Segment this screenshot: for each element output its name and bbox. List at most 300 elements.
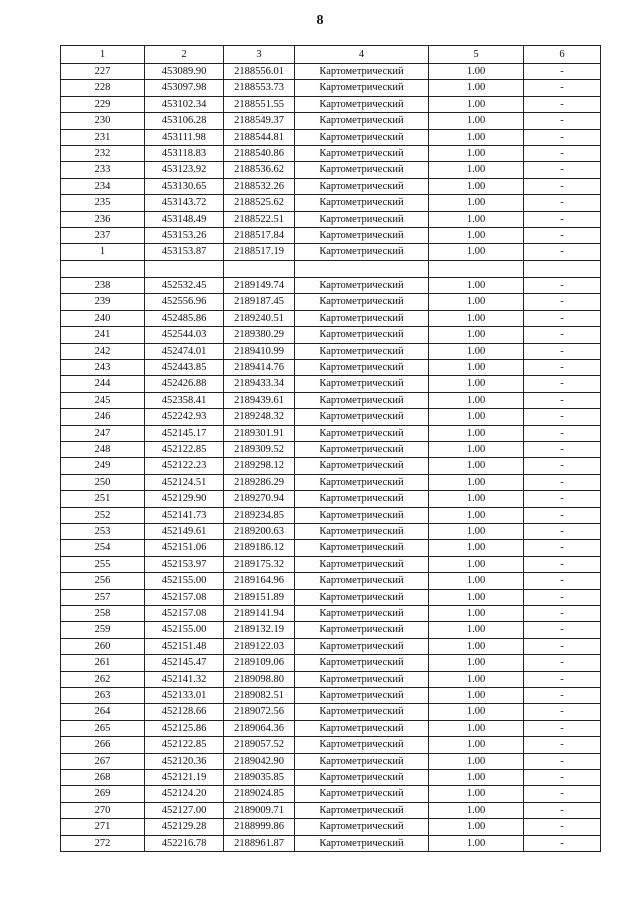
table-cell: Картометрический xyxy=(295,244,429,260)
table-cell: 1.00 xyxy=(429,425,524,441)
table-cell: 1.00 xyxy=(429,409,524,425)
table-cell: - xyxy=(524,294,601,310)
table-cell: 452129.90 xyxy=(145,491,224,507)
table-row xyxy=(61,835,601,851)
empty-cell xyxy=(145,260,224,277)
table-cell: 1.00 xyxy=(429,671,524,687)
table-cell: 2188549.37 xyxy=(224,113,295,129)
table-cell: 241 xyxy=(61,327,145,343)
table-cell: 237 xyxy=(61,228,145,244)
table-cell: 247 xyxy=(61,425,145,441)
table-cell: 1.00 xyxy=(429,195,524,211)
table-cell: 2189082.51 xyxy=(224,688,295,704)
table-cell: 239 xyxy=(61,294,145,310)
table-cell: 452474.01 xyxy=(145,343,224,359)
table-cell: - xyxy=(524,802,601,818)
table-cell: 2189151.89 xyxy=(224,589,295,605)
table-cell: 250 xyxy=(61,474,145,490)
table-cell: 453123.92 xyxy=(145,162,224,178)
table-cell: 1.00 xyxy=(429,753,524,769)
table-cell: 1.00 xyxy=(429,392,524,408)
table-cell: 228 xyxy=(61,80,145,96)
table-cell: - xyxy=(524,737,601,753)
table-cell: Картометрический xyxy=(295,540,429,556)
table-cell: 452124.51 xyxy=(145,474,224,490)
table-cell: 238 xyxy=(61,277,145,293)
table-cell: 257 xyxy=(61,589,145,605)
table-cell: Картометрический xyxy=(295,376,429,392)
table-cell: Картометрический xyxy=(295,523,429,539)
table-cell: 2189410.99 xyxy=(224,343,295,359)
table-cell: - xyxy=(524,244,601,260)
table-cell: 1.00 xyxy=(429,507,524,523)
table-cell: 1.00 xyxy=(429,720,524,736)
table-cell: 1.00 xyxy=(429,64,524,80)
table-cell: - xyxy=(524,162,601,178)
table-row xyxy=(61,474,601,490)
table-cell: Картометрический xyxy=(295,162,429,178)
table-cell: 255 xyxy=(61,556,145,572)
table-cell: - xyxy=(524,474,601,490)
table-cell: 244 xyxy=(61,376,145,392)
table-row xyxy=(61,146,601,162)
column-header: 1 xyxy=(61,46,145,64)
table-cell: 452145.17 xyxy=(145,425,224,441)
table-cell: 452149.61 xyxy=(145,523,224,539)
table-cell: - xyxy=(524,425,601,441)
table-cell: Картометрический xyxy=(295,638,429,654)
table-cell: Картометрический xyxy=(295,835,429,851)
table-cell: 231 xyxy=(61,129,145,145)
table-cell: - xyxy=(524,556,601,572)
table-cell: Картометрический xyxy=(295,458,429,474)
table-cell: 452151.48 xyxy=(145,638,224,654)
table-row xyxy=(61,64,601,80)
table-cell: 1.00 xyxy=(429,343,524,359)
table-cell: 2189098.80 xyxy=(224,671,295,687)
table-cell: - xyxy=(524,392,601,408)
table-cell: 1.00 xyxy=(429,129,524,145)
table-row xyxy=(61,310,601,326)
table-row xyxy=(61,671,601,687)
table-cell: 1.00 xyxy=(429,737,524,753)
table-cell: 233 xyxy=(61,162,145,178)
table-cell: 271 xyxy=(61,819,145,835)
table-cell: 252 xyxy=(61,507,145,523)
table-cell: 2188517.19 xyxy=(224,244,295,260)
table-cell: 1.00 xyxy=(429,80,524,96)
table-cell: 259 xyxy=(61,622,145,638)
table-cell: 1.00 xyxy=(429,277,524,293)
table-cell: 230 xyxy=(61,113,145,129)
table-cell: 452151.06 xyxy=(145,540,224,556)
table-header-row xyxy=(61,46,601,64)
table-cell: 452426.88 xyxy=(145,376,224,392)
table-row xyxy=(61,606,601,622)
table-row xyxy=(61,458,601,474)
table-cell: 270 xyxy=(61,802,145,818)
table-cell: Картометрический xyxy=(295,819,429,835)
table-cell: Картометрический xyxy=(295,310,429,326)
table-cell: 262 xyxy=(61,671,145,687)
table-cell: 453148.49 xyxy=(145,211,224,227)
table-row xyxy=(61,96,601,112)
table-row xyxy=(61,409,601,425)
table-cell: 2189024.85 xyxy=(224,786,295,802)
table-row xyxy=(61,359,601,375)
table-cell: 1.00 xyxy=(429,523,524,539)
table-cell: 2189439.61 xyxy=(224,392,295,408)
table-cell: 2188522.51 xyxy=(224,211,295,227)
table-cell: 453118.83 xyxy=(145,146,224,162)
table-cell: - xyxy=(524,343,601,359)
table-cell: 2189009.71 xyxy=(224,802,295,818)
table-cell: Картометрический xyxy=(295,737,429,753)
table-cell: - xyxy=(524,359,601,375)
table-cell: 245 xyxy=(61,392,145,408)
table-cell: Картометрический xyxy=(295,425,429,441)
table-cell: 453106.28 xyxy=(145,113,224,129)
table-cell: Картометрический xyxy=(295,491,429,507)
table-cell: 2189035.85 xyxy=(224,770,295,786)
table-cell: 227 xyxy=(61,64,145,80)
table-body xyxy=(61,64,601,852)
table-cell: 452155.00 xyxy=(145,622,224,638)
table-cell: 1.00 xyxy=(429,228,524,244)
table-cell: - xyxy=(524,228,601,244)
table-cell: Картометрический xyxy=(295,359,429,375)
table-cell: Картометрический xyxy=(295,802,429,818)
table-row xyxy=(61,441,601,457)
table-cell: 2189309.52 xyxy=(224,441,295,457)
table-row xyxy=(61,737,601,753)
table-row xyxy=(61,244,601,260)
table-cell: 242 xyxy=(61,343,145,359)
table-cell: 452145.47 xyxy=(145,655,224,671)
table-cell: 452443.85 xyxy=(145,359,224,375)
table-cell: 1.00 xyxy=(429,622,524,638)
coordinates-table xyxy=(60,45,601,852)
table-cell: 1.00 xyxy=(429,491,524,507)
table-cell: 2189270.94 xyxy=(224,491,295,507)
table-cell: 2188553.73 xyxy=(224,80,295,96)
table-cell: 1.00 xyxy=(429,294,524,310)
table-cell: 251 xyxy=(61,491,145,507)
table-cell: 261 xyxy=(61,655,145,671)
table-cell: Картометрический xyxy=(295,294,429,310)
table-cell: Картометрический xyxy=(295,573,429,589)
table-cell: Картометрический xyxy=(295,688,429,704)
table-cell: 2189240.51 xyxy=(224,310,295,326)
table-cell: 2189064.36 xyxy=(224,720,295,736)
table-cell: 248 xyxy=(61,441,145,457)
table-cell: 1 xyxy=(61,244,145,260)
table-row xyxy=(61,802,601,818)
table-cell: - xyxy=(524,753,601,769)
table-cell: 1.00 xyxy=(429,211,524,227)
table-cell: - xyxy=(524,770,601,786)
table-cell: 2189298.12 xyxy=(224,458,295,474)
table-cell: 453153.26 xyxy=(145,228,224,244)
table-cell: 249 xyxy=(61,458,145,474)
table-cell: - xyxy=(524,573,601,589)
table-row xyxy=(61,162,601,178)
table-row xyxy=(61,294,601,310)
table-cell: 1.00 xyxy=(429,573,524,589)
table-cell: 452133.01 xyxy=(145,688,224,704)
table-cell: 2188551.55 xyxy=(224,96,295,112)
table-cell: 268 xyxy=(61,770,145,786)
table-cell: Картометрический xyxy=(295,343,429,359)
table-cell: 2189248.32 xyxy=(224,409,295,425)
table-cell: 453097.98 xyxy=(145,80,224,96)
empty-cell xyxy=(524,260,601,277)
table-row xyxy=(61,80,601,96)
table-cell: 240 xyxy=(61,310,145,326)
table-cell: 1.00 xyxy=(429,376,524,392)
table-cell: Картометрический xyxy=(295,96,429,112)
table-cell: 452544.03 xyxy=(145,327,224,343)
table-cell: 1.00 xyxy=(429,786,524,802)
table-cell: Картометрический xyxy=(295,655,429,671)
table-cell: Картометрический xyxy=(295,195,429,211)
table-row xyxy=(61,819,601,835)
table-row xyxy=(61,622,601,638)
table-cell: 232 xyxy=(61,146,145,162)
table-cell: 452122.23 xyxy=(145,458,224,474)
table-cell: 452129.28 xyxy=(145,819,224,835)
table-cell: - xyxy=(524,523,601,539)
table-row xyxy=(61,720,601,736)
table-cell: - xyxy=(524,819,601,835)
table-cell: 229 xyxy=(61,96,145,112)
table-cell: 453130.65 xyxy=(145,178,224,194)
table-cell: - xyxy=(524,671,601,687)
table-cell: Картометрический xyxy=(295,704,429,720)
table-cell: 453111.98 xyxy=(145,129,224,145)
table-cell: - xyxy=(524,80,601,96)
table-cell: 265 xyxy=(61,720,145,736)
table-cell: 2188999.86 xyxy=(224,819,295,835)
table-cell: - xyxy=(524,310,601,326)
table-cell: 452120.36 xyxy=(145,753,224,769)
table-cell: 2189042.90 xyxy=(224,753,295,769)
table-cell: Картометрический xyxy=(295,556,429,572)
table-row xyxy=(61,753,601,769)
table-cell: 2189164.96 xyxy=(224,573,295,589)
table-row xyxy=(61,195,601,211)
table-row xyxy=(61,113,601,129)
table-cell: 258 xyxy=(61,606,145,622)
table-cell: - xyxy=(524,409,601,425)
table-cell: 1.00 xyxy=(429,96,524,112)
table-cell: 452532.45 xyxy=(145,277,224,293)
table-cell: - xyxy=(524,589,601,605)
table-separator-row xyxy=(61,260,601,277)
table-cell: 452242.93 xyxy=(145,409,224,425)
table-cell: 272 xyxy=(61,835,145,851)
table-cell: Картометрический xyxy=(295,211,429,227)
table-cell: 1.00 xyxy=(429,770,524,786)
table-cell: 452128.66 xyxy=(145,704,224,720)
table-cell: 269 xyxy=(61,786,145,802)
table-row xyxy=(61,688,601,704)
table-cell: 2188517.84 xyxy=(224,228,295,244)
table-cell: - xyxy=(524,835,601,851)
empty-cell xyxy=(61,260,145,277)
table-cell: Картометрический xyxy=(295,474,429,490)
table-row xyxy=(61,211,601,227)
table-cell: Картометрический xyxy=(295,441,429,457)
table-cell: 1.00 xyxy=(429,458,524,474)
table-cell: 453102.34 xyxy=(145,96,224,112)
table-cell: 1.00 xyxy=(429,327,524,343)
table-cell: 1.00 xyxy=(429,819,524,835)
table-cell: 2189200.63 xyxy=(224,523,295,539)
table-cell: 1.00 xyxy=(429,688,524,704)
table-cell: - xyxy=(524,64,601,80)
page-number: 8 xyxy=(316,13,324,28)
table-cell: 243 xyxy=(61,359,145,375)
table-cell: Картометрический xyxy=(295,589,429,605)
table-cell: - xyxy=(524,507,601,523)
table-cell: 2189187.45 xyxy=(224,294,295,310)
table-cell: Картометрический xyxy=(295,671,429,687)
table-row xyxy=(61,277,601,293)
table-cell: 2189057.52 xyxy=(224,737,295,753)
table-cell: - xyxy=(524,491,601,507)
table-cell: Картометрический xyxy=(295,753,429,769)
table-row xyxy=(61,327,601,343)
table-cell: Картометрический xyxy=(295,786,429,802)
table-cell: - xyxy=(524,441,601,457)
table-row xyxy=(61,655,601,671)
table-cell: 1.00 xyxy=(429,310,524,326)
table-cell: - xyxy=(524,655,601,671)
table-cell: 2189186.12 xyxy=(224,540,295,556)
table-cell: 2188544.81 xyxy=(224,129,295,145)
table-cell: - xyxy=(524,458,601,474)
table-cell: Картометрический xyxy=(295,622,429,638)
table-cell: - xyxy=(524,178,601,194)
table-cell: - xyxy=(524,96,601,112)
table-row xyxy=(61,507,601,523)
table-cell: 452216.78 xyxy=(145,835,224,851)
column-header: 6 xyxy=(524,46,601,64)
table-cell: 246 xyxy=(61,409,145,425)
table-cell: - xyxy=(524,638,601,654)
table-cell: - xyxy=(524,211,601,227)
table-cell: - xyxy=(524,327,601,343)
table-cell: 266 xyxy=(61,737,145,753)
table-cell: 1.00 xyxy=(429,178,524,194)
table-cell: 2188540.86 xyxy=(224,146,295,162)
table-cell: Картометрический xyxy=(295,606,429,622)
table-cell: 1.00 xyxy=(429,359,524,375)
table-cell: Картометрический xyxy=(295,228,429,244)
table-cell: 1.00 xyxy=(429,441,524,457)
table-cell: 235 xyxy=(61,195,145,211)
table-cell: 260 xyxy=(61,638,145,654)
table-row xyxy=(61,129,601,145)
table-cell: 452157.08 xyxy=(145,606,224,622)
table-row xyxy=(61,343,601,359)
table-cell: 1.00 xyxy=(429,655,524,671)
table-cell: 452141.73 xyxy=(145,507,224,523)
table-row xyxy=(61,589,601,605)
table-cell: - xyxy=(524,720,601,736)
table-row xyxy=(61,425,601,441)
table-cell: - xyxy=(524,540,601,556)
table-cell: Картометрический xyxy=(295,392,429,408)
table-cell: 1.00 xyxy=(429,244,524,260)
table-cell: 452155.00 xyxy=(145,573,224,589)
table-cell: Картометрический xyxy=(295,409,429,425)
table-row xyxy=(61,786,601,802)
table-cell: 2189132.19 xyxy=(224,622,295,638)
table-cell: 452124.20 xyxy=(145,786,224,802)
table-cell: 2189175.32 xyxy=(224,556,295,572)
table-cell: Картометрический xyxy=(295,113,429,129)
table-row xyxy=(61,392,601,408)
table-cell: 2188556.01 xyxy=(224,64,295,80)
table-cell: 1.00 xyxy=(429,162,524,178)
table-cell: 267 xyxy=(61,753,145,769)
column-header: 4 xyxy=(295,46,429,64)
table-cell: - xyxy=(524,195,601,211)
table-cell: 1.00 xyxy=(429,638,524,654)
table-cell: - xyxy=(524,704,601,720)
table-cell: Картометрический xyxy=(295,720,429,736)
table-row xyxy=(61,491,601,507)
table-cell: 2189109.06 xyxy=(224,655,295,671)
empty-cell xyxy=(429,260,524,277)
table-row xyxy=(61,523,601,539)
table-cell: 453153.87 xyxy=(145,244,224,260)
column-header: 5 xyxy=(429,46,524,64)
table-row xyxy=(61,178,601,194)
table-cell: 234 xyxy=(61,178,145,194)
table-cell: 2189286.29 xyxy=(224,474,295,490)
table-cell: 263 xyxy=(61,688,145,704)
table-cell: 1.00 xyxy=(429,704,524,720)
table-cell: 452485.86 xyxy=(145,310,224,326)
table-cell: 2189141.94 xyxy=(224,606,295,622)
table-cell: 2188525.62 xyxy=(224,195,295,211)
table-cell: 452122.85 xyxy=(145,737,224,753)
table-cell: - xyxy=(524,113,601,129)
table-cell: - xyxy=(524,622,601,638)
table-row xyxy=(61,228,601,244)
table-cell: - xyxy=(524,688,601,704)
table-cell: 452358.41 xyxy=(145,392,224,408)
table-cell: 2189149.74 xyxy=(224,277,295,293)
table-cell: 453089.90 xyxy=(145,64,224,80)
table-cell: 452127.00 xyxy=(145,802,224,818)
table-row xyxy=(61,556,601,572)
column-header: 3 xyxy=(224,46,295,64)
table-cell: Картометрический xyxy=(295,146,429,162)
table-cell: - xyxy=(524,786,601,802)
table-cell: 1.00 xyxy=(429,835,524,851)
table-cell: 1.00 xyxy=(429,606,524,622)
table-cell: 452121.19 xyxy=(145,770,224,786)
table-cell: 1.00 xyxy=(429,802,524,818)
table-cell: 452125.86 xyxy=(145,720,224,736)
table-cell: 2189234.85 xyxy=(224,507,295,523)
table-cell: 2189072.56 xyxy=(224,704,295,720)
table-cell: Картометрический xyxy=(295,129,429,145)
